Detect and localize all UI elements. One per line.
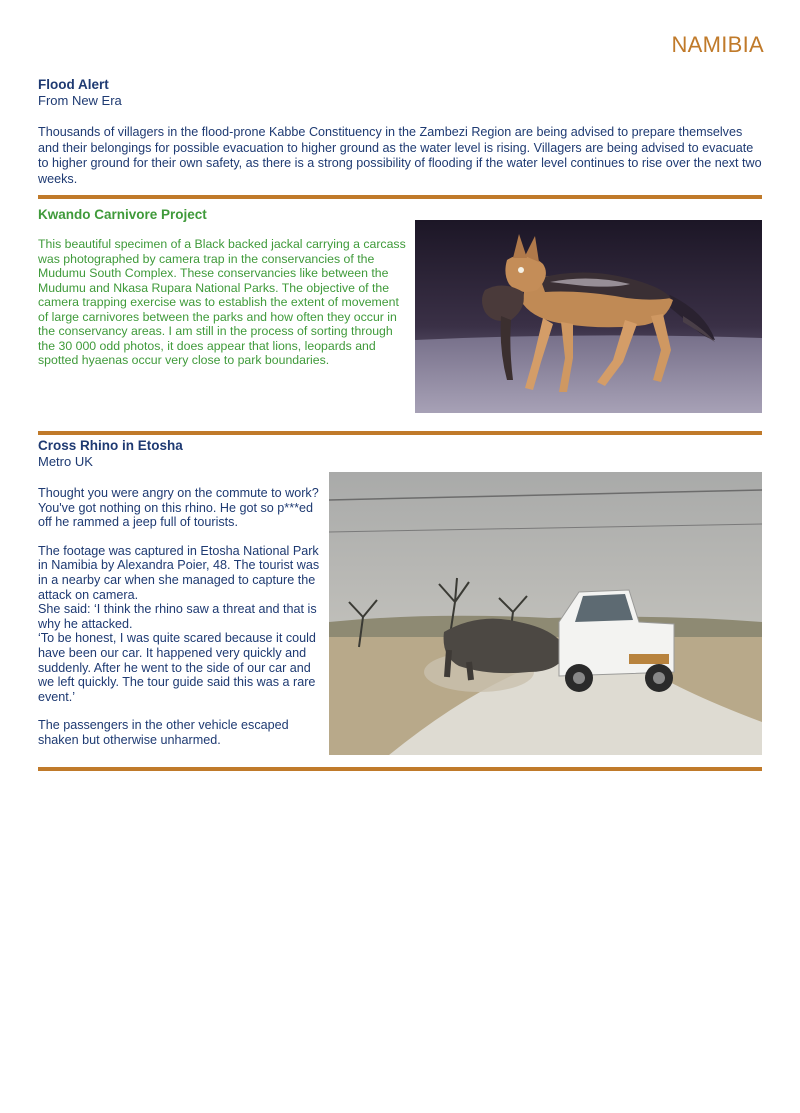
flood-alert-article (38, 77, 762, 187)
page-country-header: NAMIBIA (671, 32, 764, 57)
section-divider (38, 767, 762, 771)
rhino-paragraph-1: Thought you were angry on the commute to work? You've got nothing on this rhino. He got so p***ed off he rammed a jeep full of tourists. (38, 486, 319, 530)
rhino-source: Metro UK (38, 454, 93, 469)
rhino-paragraph-3: She said: ‘I think the rhino saw a threat and that is why he attacked. (38, 602, 317, 631)
kwando-body: This beautiful specimen of a Black backed jackal carrying a carcass was photographed by camera trap in the conservancies of the Mudumu South Complex. These conservancies like between the Mudumu and Nkasa Rupara National Parks. The objective of the camera trapping exercise was to establish the extent of movement of large carnivores between the parks and how often they occur in the conservancy areas. I am still in the process of sorting through the 30 000 odd photos, it does appear that lions, leopards and spotted hyaenas occur very close to park boundaries. (38, 237, 406, 367)
rhino-paragraph-5: The passengers in the other vehicle escaped shaken but otherwise unharmed. (38, 718, 289, 747)
section-divider (38, 195, 762, 199)
flood-alert-body: Thousands of villagers in the flood-prone Kabbe Constituency in the Zambezi Region are being advised to prepare themselves and their belongings for possible evacuation to higher ground as the water level is rising. Villagers are being advised to evacuate to higher ground for their own safety, as there is a strong possibility of flooding if the water level continues to rise over the next two weeks. (38, 125, 762, 186)
rhino-paragraph-2: The footage was captured in Etosha National Park in Namibia by Alexandra Poier, 48. The tourist was in a nearby car when she managed to capture the attack on camera. (38, 543, 320, 602)
kwando-title: Kwando Carnivore Project (38, 207, 207, 222)
rhino-title: Cross Rhino in Etosha (38, 438, 183, 453)
jackal-camera-trap-photo (415, 220, 762, 413)
rhino-paragraph-4: ‘To be honest, I was quite scared because it could have been our car. It happened very quickly and suddenly. After he went to the side of our car and we left quickly. The tour guide said this was a rare event.’ (38, 631, 316, 704)
flood-alert-title: Flood Alert (38, 77, 109, 92)
flood-alert-source: From New Era (38, 93, 122, 108)
section-divider (38, 431, 762, 435)
rhino-attack-photo (329, 472, 762, 755)
